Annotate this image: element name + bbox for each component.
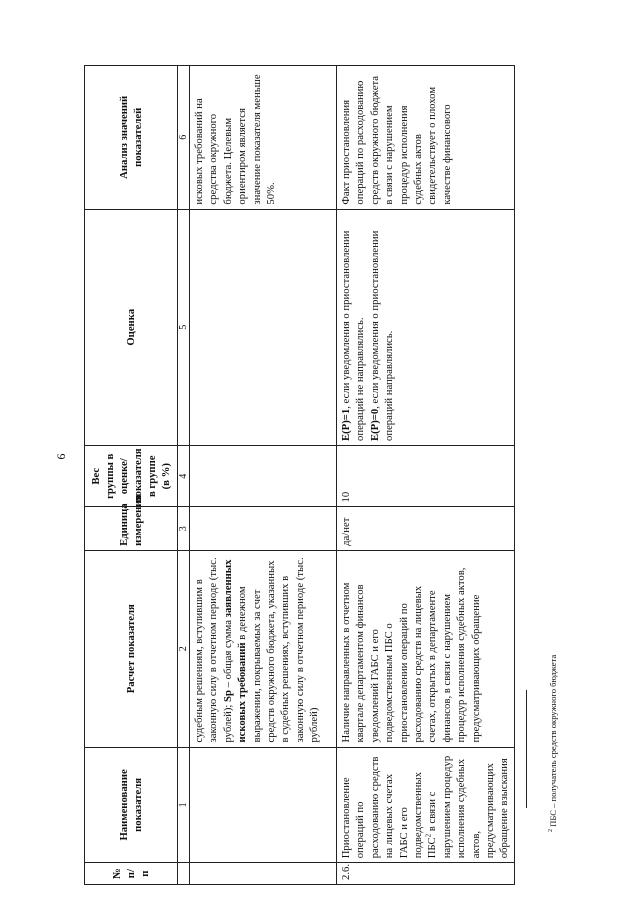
table-row — [190, 66, 337, 885]
row2-weight: 10 — [337, 446, 515, 508]
row1-calc-sp: Sp — [221, 690, 234, 702]
row2-score — [337, 209, 515, 445]
footnote — [548, 655, 558, 832]
row2-score2-bold: E(P)=0 — [368, 408, 381, 441]
footnote-marker: 2 — [548, 829, 555, 832]
col-num-blank — [178, 863, 190, 885]
row2-name-footnote-ref: 2 — [424, 833, 433, 838]
header-calc: Расчет показателя — [85, 550, 178, 747]
row2-name-text-b: в связи с нарушением процедур исполнения судебных актов, предусматривающих обращение взыскания — [426, 755, 511, 859]
page-number: 9 — [54, 453, 69, 460]
col-num-3: 3 — [178, 507, 190, 550]
row1-score — [190, 209, 337, 445]
row2-unit: да/нет — [337, 507, 515, 550]
row1-name — [190, 747, 337, 863]
col-num-6: 6 — [178, 66, 190, 210]
header-score: Оценка — [85, 209, 178, 445]
row2-analysis: Факт приостановления операций по расходованию средств окружного бюджета в связи с нарушением процедур исполнения судебных актов свидетельствует о плохом качестве финансового — [337, 66, 515, 210]
row1-weight — [190, 446, 337, 508]
header-name: Наименование показателя — [85, 747, 178, 863]
row1-num — [190, 863, 337, 885]
row1-calc-bold: заявленных исковых требований — [221, 559, 249, 743]
row1-analysis: исковых требований на средства окружного бюджета. Целевым ориентиром является значение показателя меньше 50%. — [190, 66, 337, 210]
footnote-text: ПБС – получатель средств окружного бюджета — [548, 654, 558, 829]
indicators-table — [84, 65, 515, 885]
row1-calc-text-b: – общая сумма — [221, 617, 234, 691]
table-row — [337, 66, 515, 885]
column-number-row — [178, 66, 190, 885]
col-num-4: 4 — [178, 446, 190, 508]
row1-calc — [190, 550, 337, 747]
row2-name-text-a: Приостановление операций по расходованию средств на лицевых счетах ГАБС и его подведомственных ПБС — [340, 756, 439, 859]
row2-score2-text: , если уведомления о приостановлении операций направлялись. — [368, 230, 396, 441]
row2-num: 2.6. — [337, 863, 515, 885]
col-num-5: 5 — [178, 209, 190, 445]
header-analysis: Анализ значений показателей — [85, 66, 178, 210]
row2-score1-bold: E(P)=1 — [340, 408, 352, 441]
row2-calc: Наличие направленных в отчетном квартале департаментом финансов уведомлений ГАБС и его подведомственным ПБС о приостановлении операций по расходованию средств на лицевых счетах, открытых в департаменте финансов, в связи с нарушением процедур исполнения судебных актов, предусматривающих обращение — [337, 550, 515, 747]
table-header-row — [85, 66, 178, 885]
header-unit: Единица измерения — [85, 507, 178, 550]
row1-calc-text-c: в денежном выражении, покрываемых за счет средств окружного бюджета, указанных в судебных решениях, вступивших в законную силу в отчетном периоде (тыс. рублей) — [236, 557, 321, 743]
row2-score1-text: , если уведомления о приостановлении операций не направлялись. — [340, 230, 367, 441]
rotated-table-container — [84, 65, 518, 885]
col-num-1: 1 — [178, 747, 190, 863]
row1-unit — [190, 507, 337, 550]
row1-calc-text-a: судебным решениям, вступившим в законную силу в отчетном периоде (тыс. рублей); — [193, 557, 234, 743]
row2-name — [337, 747, 515, 863]
header-num: № п/п — [85, 863, 178, 885]
footnote-rule — [526, 690, 527, 808]
header-weight: Вес группы в оценке/ показателя в группе (в %) — [85, 446, 178, 508]
col-num-2: 2 — [178, 550, 190, 747]
